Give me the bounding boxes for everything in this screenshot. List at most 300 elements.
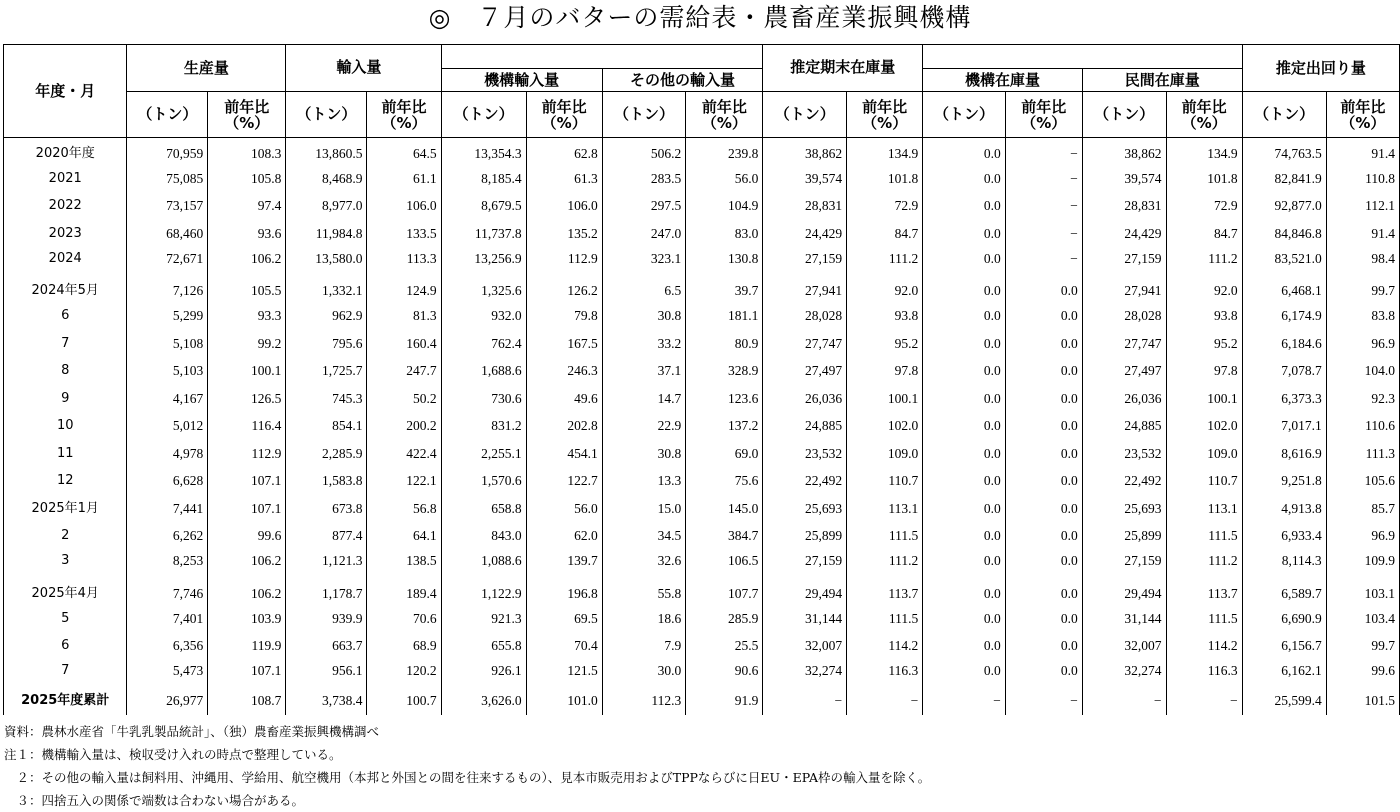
header-agency-imports: 機構輸入量	[441, 69, 602, 92]
cell-value: 28,831	[763, 193, 847, 221]
cell-value: 109.9	[1326, 550, 1399, 578]
cell-value: 18.6	[602, 605, 686, 633]
cell-value: 6,589.7	[1242, 578, 1326, 606]
cell-value: 130.8	[686, 248, 763, 276]
cell-value: 0.0	[923, 605, 1005, 633]
cell-value: 1,088.6	[441, 550, 526, 578]
cell-value: 0.0	[923, 633, 1005, 661]
cell-value: 1,121.3	[286, 550, 367, 578]
cell-value: 68.9	[367, 633, 441, 661]
cell-value: 2,285.9	[286, 440, 367, 468]
cell-value: 8,977.0	[286, 193, 367, 221]
cell-value: 921.3	[441, 605, 526, 633]
cell-value: 7.9	[602, 633, 686, 661]
cell-value: 39.7	[686, 275, 763, 303]
cell-value: −	[763, 688, 847, 716]
cell-value: 96.9	[1326, 523, 1399, 551]
cell-value: 7,401	[127, 605, 208, 633]
cell-value: 29,494	[763, 578, 847, 606]
cell-value: 101.0	[526, 688, 602, 716]
cell-value: 56.0	[686, 165, 763, 193]
cell-value: 120.2	[367, 660, 441, 688]
cell-value: 7,078.7	[1242, 358, 1326, 386]
cell-value: 0.0	[923, 385, 1005, 413]
cell-value: 137.2	[686, 413, 763, 441]
table-row	[4, 220, 1400, 248]
cell-value: 0.0	[923, 523, 1005, 551]
row-label: 9	[4, 385, 127, 413]
cell-value: 25,599.4	[1242, 688, 1326, 716]
cell-value: 113.1	[1166, 495, 1242, 523]
cell-value: 730.6	[441, 385, 526, 413]
cell-value: 160.4	[367, 330, 441, 358]
cell-value: 247.7	[367, 358, 441, 386]
cell-value: 0.0	[923, 660, 1005, 688]
cell-value: 6.5	[602, 275, 686, 303]
footnote-3: ３：四捨五入の関係で端数は合わない場合がある。	[4, 793, 305, 808]
cell-value: 93.3	[208, 303, 286, 331]
cell-value: 22,492	[763, 468, 847, 496]
cell-value: 110.7	[847, 468, 923, 496]
footnotes	[4, 720, 1394, 812]
cell-value: 104.0	[1326, 358, 1399, 386]
cell-value: 93.6	[208, 220, 286, 248]
cell-value: 124.9	[367, 275, 441, 303]
cell-value: 0.0	[1005, 413, 1082, 441]
butter-supply-demand-table	[3, 44, 1400, 715]
cell-value: 27,159	[1082, 248, 1166, 276]
cell-value: 8,114.3	[1242, 550, 1326, 578]
cell-value: 1,688.6	[441, 358, 526, 386]
row-label: 6	[4, 303, 127, 331]
cell-value: 4,978	[127, 440, 208, 468]
cell-value: 0.0	[1005, 385, 1082, 413]
cell-value: 93.8	[1166, 303, 1242, 331]
unit-ton-header: （トン）	[286, 92, 367, 138]
cell-value: 92.0	[1166, 275, 1242, 303]
cell-value: −	[1005, 220, 1082, 248]
table-row	[4, 358, 1400, 386]
cell-value: 112.3	[602, 688, 686, 716]
cell-value: 30.0	[602, 660, 686, 688]
cell-value: 1,332.1	[286, 275, 367, 303]
table-row	[4, 688, 1400, 716]
cell-value: 24,429	[1082, 220, 1166, 248]
unit-ton-header: （トン）	[602, 92, 686, 138]
cell-value: 56.0	[526, 495, 602, 523]
cell-value: 107.1	[208, 495, 286, 523]
table-row	[4, 385, 1400, 413]
cell-value: 82,841.9	[1242, 165, 1326, 193]
cell-value: 506.2	[602, 138, 686, 166]
cell-value: 29,494	[1082, 578, 1166, 606]
row-label: 2020年度	[4, 138, 127, 166]
table-row	[4, 523, 1400, 551]
cell-value: 126.5	[208, 385, 286, 413]
header-stock-spacer	[923, 45, 1242, 69]
cell-value: 33.2	[602, 330, 686, 358]
cell-value: 6,468.1	[1242, 275, 1326, 303]
cell-value: 655.8	[441, 633, 526, 661]
cell-value: 49.6	[526, 385, 602, 413]
footnote-source: 資料：農林水産省「牛乳乳製品統計」、（独）農畜産業振興機構調べ	[4, 724, 380, 739]
cell-value: 0.0	[923, 495, 1005, 523]
cell-value: 83.0	[686, 220, 763, 248]
cell-value: 1,122.9	[441, 578, 526, 606]
header-other-imports: その他の輸入量	[602, 69, 763, 92]
row-label: 10	[4, 413, 127, 441]
cell-value: 6,174.9	[1242, 303, 1326, 331]
cell-value: 27,497	[763, 358, 847, 386]
cell-value: 24,885	[763, 413, 847, 441]
cell-value: 91.9	[686, 688, 763, 716]
cell-value: 55.8	[602, 578, 686, 606]
unit-pct-header: 前年比 （%）	[526, 92, 602, 138]
cell-value: 101.8	[1166, 165, 1242, 193]
cell-value: 97.8	[1166, 358, 1242, 386]
cell-value: 97.4	[208, 193, 286, 221]
cell-value: 106.0	[367, 193, 441, 221]
cell-value: 30.8	[602, 440, 686, 468]
cell-value: −	[1005, 138, 1082, 166]
table-row	[4, 275, 1400, 303]
cell-value: 246.3	[526, 358, 602, 386]
cell-value: 110.8	[1326, 165, 1399, 193]
cell-value: 6,690.9	[1242, 605, 1326, 633]
table-row	[4, 248, 1400, 276]
cell-value: 111.3	[1326, 440, 1399, 468]
cell-value: 454.1	[526, 440, 602, 468]
unit-pct-header: 前年比 （%）	[1166, 92, 1242, 138]
cell-value: 108.3	[208, 138, 286, 166]
cell-value: 15.0	[602, 495, 686, 523]
cell-value: 422.4	[367, 440, 441, 468]
cell-value: 0.0	[1005, 303, 1082, 331]
header-year-month: 年度・月	[4, 45, 127, 138]
cell-value: 91.4	[1326, 220, 1399, 248]
cell-value: 7,126	[127, 275, 208, 303]
cell-value: 135.2	[526, 220, 602, 248]
cell-value: 61.1	[367, 165, 441, 193]
cell-value: 145.0	[686, 495, 763, 523]
cell-value: 795.6	[286, 330, 367, 358]
cell-value: 24,429	[763, 220, 847, 248]
cell-value: −	[847, 688, 923, 716]
cell-value: 6,184.6	[1242, 330, 1326, 358]
cell-value: 5,299	[127, 303, 208, 331]
cell-value: 0.0	[1005, 578, 1082, 606]
cell-value: 126.2	[526, 275, 602, 303]
cell-value: 28,831	[1082, 193, 1166, 221]
table-row	[4, 550, 1400, 578]
cell-value: 2,255.1	[441, 440, 526, 468]
header-imports-spacer	[441, 45, 763, 69]
cell-value: 26,036	[1082, 385, 1166, 413]
cell-value: 3,626.0	[441, 688, 526, 716]
cell-value: 122.1	[367, 468, 441, 496]
cell-value: 95.2	[847, 330, 923, 358]
cell-value: 1,178.7	[286, 578, 367, 606]
cell-value: 7,017.1	[1242, 413, 1326, 441]
cell-value: 0.0	[1005, 605, 1082, 633]
cell-value: 0.0	[1005, 660, 1082, 688]
cell-value: 108.7	[208, 688, 286, 716]
cell-value: 116.4	[208, 413, 286, 441]
header-production: 生産量	[127, 45, 286, 92]
cell-value: 106.2	[208, 248, 286, 276]
cell-value: 133.5	[367, 220, 441, 248]
cell-value: 1,725.7	[286, 358, 367, 386]
cell-value: 6,262	[127, 523, 208, 551]
cell-value: 384.7	[686, 523, 763, 551]
cell-value: 28,028	[1082, 303, 1166, 331]
cell-value: 103.1	[1326, 578, 1399, 606]
cell-value: 101.5	[1326, 688, 1399, 716]
cell-value: 92.0	[847, 275, 923, 303]
header-imports-label: 輸入量	[336, 58, 382, 76]
cell-value: 31,144	[763, 605, 847, 633]
cell-value: 3,738.4	[286, 688, 367, 716]
cell-value: 92,877.0	[1242, 193, 1326, 221]
cell-value: 6,162.1	[1242, 660, 1326, 688]
cell-value: 103.9	[208, 605, 286, 633]
cell-value: 90.6	[686, 660, 763, 688]
cell-value: 843.0	[441, 523, 526, 551]
cell-value: 11,737.8	[441, 220, 526, 248]
cell-value: 91.4	[1326, 138, 1399, 166]
cell-value: 106.5	[686, 550, 763, 578]
cell-value: 13,860.5	[286, 138, 367, 166]
cell-value: 877.4	[286, 523, 367, 551]
row-label: 2023	[4, 220, 127, 248]
cell-value: 0.0	[923, 248, 1005, 276]
row-label: 2025年4月	[4, 578, 127, 606]
cell-value: 79.8	[526, 303, 602, 331]
table-row	[4, 413, 1400, 441]
cell-value: 22.9	[602, 413, 686, 441]
cell-value: 97.8	[847, 358, 923, 386]
table-row	[4, 468, 1400, 496]
cell-value: 27,497	[1082, 358, 1166, 386]
cell-value: 0.0	[923, 413, 1005, 441]
cell-value: 105.5	[208, 275, 286, 303]
cell-value: 27,159	[763, 248, 847, 276]
cell-value: 1,570.6	[441, 468, 526, 496]
cell-value: 7,746	[127, 578, 208, 606]
cell-value: 5,473	[127, 660, 208, 688]
cell-value: 138.5	[367, 550, 441, 578]
cell-value: 0.0	[923, 138, 1005, 166]
cell-value: 107.7	[686, 578, 763, 606]
cell-value: 0.0	[1005, 275, 1082, 303]
cell-value: 956.1	[286, 660, 367, 688]
cell-value: 110.6	[1326, 413, 1399, 441]
cell-value: 107.1	[208, 468, 286, 496]
header-private-stock: 民間在庫量	[1082, 69, 1242, 92]
cell-value: 64.5	[367, 138, 441, 166]
cell-value: 0.0	[1005, 440, 1082, 468]
table-row	[4, 193, 1400, 221]
cell-value: 111.2	[847, 248, 923, 276]
unit-ton-header: （トン）	[1082, 92, 1166, 138]
cell-value: 107.1	[208, 660, 286, 688]
table-row	[4, 578, 1400, 606]
cell-value: 13,256.9	[441, 248, 526, 276]
cell-value: 27,159	[1082, 550, 1166, 578]
cell-value: 98.4	[1326, 248, 1399, 276]
unit-pct-header: 前年比 （%）	[847, 92, 923, 138]
cell-value: 92.3	[1326, 385, 1399, 413]
cell-value: 111.5	[847, 523, 923, 551]
cell-value: 50.2	[367, 385, 441, 413]
cell-value: 26,036	[763, 385, 847, 413]
cell-value: 27,941	[1082, 275, 1166, 303]
cell-value: 31,144	[1082, 605, 1166, 633]
cell-value: −	[1166, 688, 1242, 716]
cell-value: 38,862	[1082, 138, 1166, 166]
cell-value: 32,007	[763, 633, 847, 661]
cell-value: 0.0	[1005, 468, 1082, 496]
cell-value: 72,671	[127, 248, 208, 276]
cell-value: 111.2	[1166, 550, 1242, 578]
cell-value: 181.1	[686, 303, 763, 331]
cell-value: 99.6	[1326, 660, 1399, 688]
cell-value: 70.4	[526, 633, 602, 661]
cell-value: 0.0	[923, 440, 1005, 468]
cell-value: 73,157	[127, 193, 208, 221]
cell-value: 28,028	[763, 303, 847, 331]
cell-value: 134.9	[847, 138, 923, 166]
cell-value: 25,899	[1082, 523, 1166, 551]
cell-value: 99.7	[1326, 275, 1399, 303]
cell-value: 56.8	[367, 495, 441, 523]
cell-value: 0.0	[1005, 633, 1082, 661]
cell-value: 0.0	[1005, 523, 1082, 551]
table-row	[4, 165, 1400, 193]
cell-value: 110.7	[1166, 468, 1242, 496]
cell-value: 6,628	[127, 468, 208, 496]
cell-value: 1,325.6	[441, 275, 526, 303]
cell-value: 30.8	[602, 303, 686, 331]
cell-value: 103.4	[1326, 605, 1399, 633]
table-row	[4, 138, 1400, 166]
footnote-1: 注１：機構輸入量は、検収受け入れの時点で整理している。	[4, 747, 342, 762]
cell-value: 84,846.8	[1242, 220, 1326, 248]
cell-value: 93.8	[847, 303, 923, 331]
cell-value: 32,274	[763, 660, 847, 688]
cell-value: 4,167	[127, 385, 208, 413]
table-row	[4, 495, 1400, 523]
cell-value: 116.3	[1166, 660, 1242, 688]
cell-value: 81.3	[367, 303, 441, 331]
unit-ton-header: （トン）	[763, 92, 847, 138]
cell-value: 323.1	[602, 248, 686, 276]
cell-value: 100.1	[1166, 385, 1242, 413]
cell-value: 25,693	[763, 495, 847, 523]
cell-value: −	[1082, 688, 1166, 716]
cell-value: 663.7	[286, 633, 367, 661]
cell-value: 8,616.9	[1242, 440, 1326, 468]
cell-value: 6,156.7	[1242, 633, 1326, 661]
cell-value: 189.4	[367, 578, 441, 606]
cell-value: 0.0	[923, 303, 1005, 331]
cell-value: 25,899	[763, 523, 847, 551]
row-label: 2022	[4, 193, 127, 221]
cell-value: 101.8	[847, 165, 923, 193]
header-imports	[286, 45, 441, 92]
cell-value: 932.0	[441, 303, 526, 331]
cell-value: 106.0	[526, 193, 602, 221]
cell-value: 114.2	[1166, 633, 1242, 661]
cell-value: −	[1005, 193, 1082, 221]
cell-value: 32.6	[602, 550, 686, 578]
cell-value: 283.5	[602, 165, 686, 193]
table-row	[4, 633, 1400, 661]
header-est-shipments: 推定出回り量	[1242, 45, 1399, 92]
cell-value: 673.8	[286, 495, 367, 523]
cell-value: 11,984.8	[286, 220, 367, 248]
cell-value: 297.5	[602, 193, 686, 221]
cell-value: 0.0	[923, 193, 1005, 221]
cell-value: 70.6	[367, 605, 441, 633]
cell-value: 25.5	[686, 633, 763, 661]
cell-value: 23,532	[1082, 440, 1166, 468]
cell-value: 4,913.8	[1242, 495, 1326, 523]
cell-value: 0.0	[923, 275, 1005, 303]
cell-value: 109.0	[847, 440, 923, 468]
cell-value: 122.7	[526, 468, 602, 496]
unit-pct-header: 前年比 （%）	[1005, 92, 1082, 138]
cell-value: 239.8	[686, 138, 763, 166]
cell-value: 70,959	[127, 138, 208, 166]
cell-value: 24,885	[1082, 413, 1166, 441]
cell-value: 68,460	[127, 220, 208, 248]
cell-value: 854.1	[286, 413, 367, 441]
cell-value: 121.5	[526, 660, 602, 688]
row-label: 5	[4, 605, 127, 633]
cell-value: 74,763.5	[1242, 138, 1326, 166]
cell-value: 113.3	[367, 248, 441, 276]
row-label: 7	[4, 660, 127, 688]
cell-value: 0.0	[923, 578, 1005, 606]
cell-value: 106.2	[208, 550, 286, 578]
unit-ton-header: （トン）	[127, 92, 208, 138]
cell-value: 13,580.0	[286, 248, 367, 276]
cell-value: 0.0	[1005, 358, 1082, 386]
cell-value: 5,103	[127, 358, 208, 386]
cell-value: 39,574	[1082, 165, 1166, 193]
cell-value: 113.1	[847, 495, 923, 523]
cell-value: 962.9	[286, 303, 367, 331]
cell-value: 285.9	[686, 605, 763, 633]
cell-value: 85.7	[1326, 495, 1399, 523]
cell-value: 9,251.8	[1242, 468, 1326, 496]
cell-value: 83,521.0	[1242, 248, 1326, 276]
cell-value: 112.9	[526, 248, 602, 276]
unit-pct-header: 前年比 （%）	[1326, 92, 1399, 138]
table-row	[4, 303, 1400, 331]
cell-value: 95.2	[1166, 330, 1242, 358]
cell-value: 247.0	[602, 220, 686, 248]
cell-value: 25,693	[1082, 495, 1166, 523]
cell-value: 99.7	[1326, 633, 1399, 661]
cell-value: 0.0	[923, 550, 1005, 578]
row-label: 2021	[4, 165, 127, 193]
cell-value: 0.0	[923, 330, 1005, 358]
cell-value: 831.2	[441, 413, 526, 441]
unit-ton-header: （トン）	[923, 92, 1005, 138]
cell-value: 0.0	[923, 468, 1005, 496]
